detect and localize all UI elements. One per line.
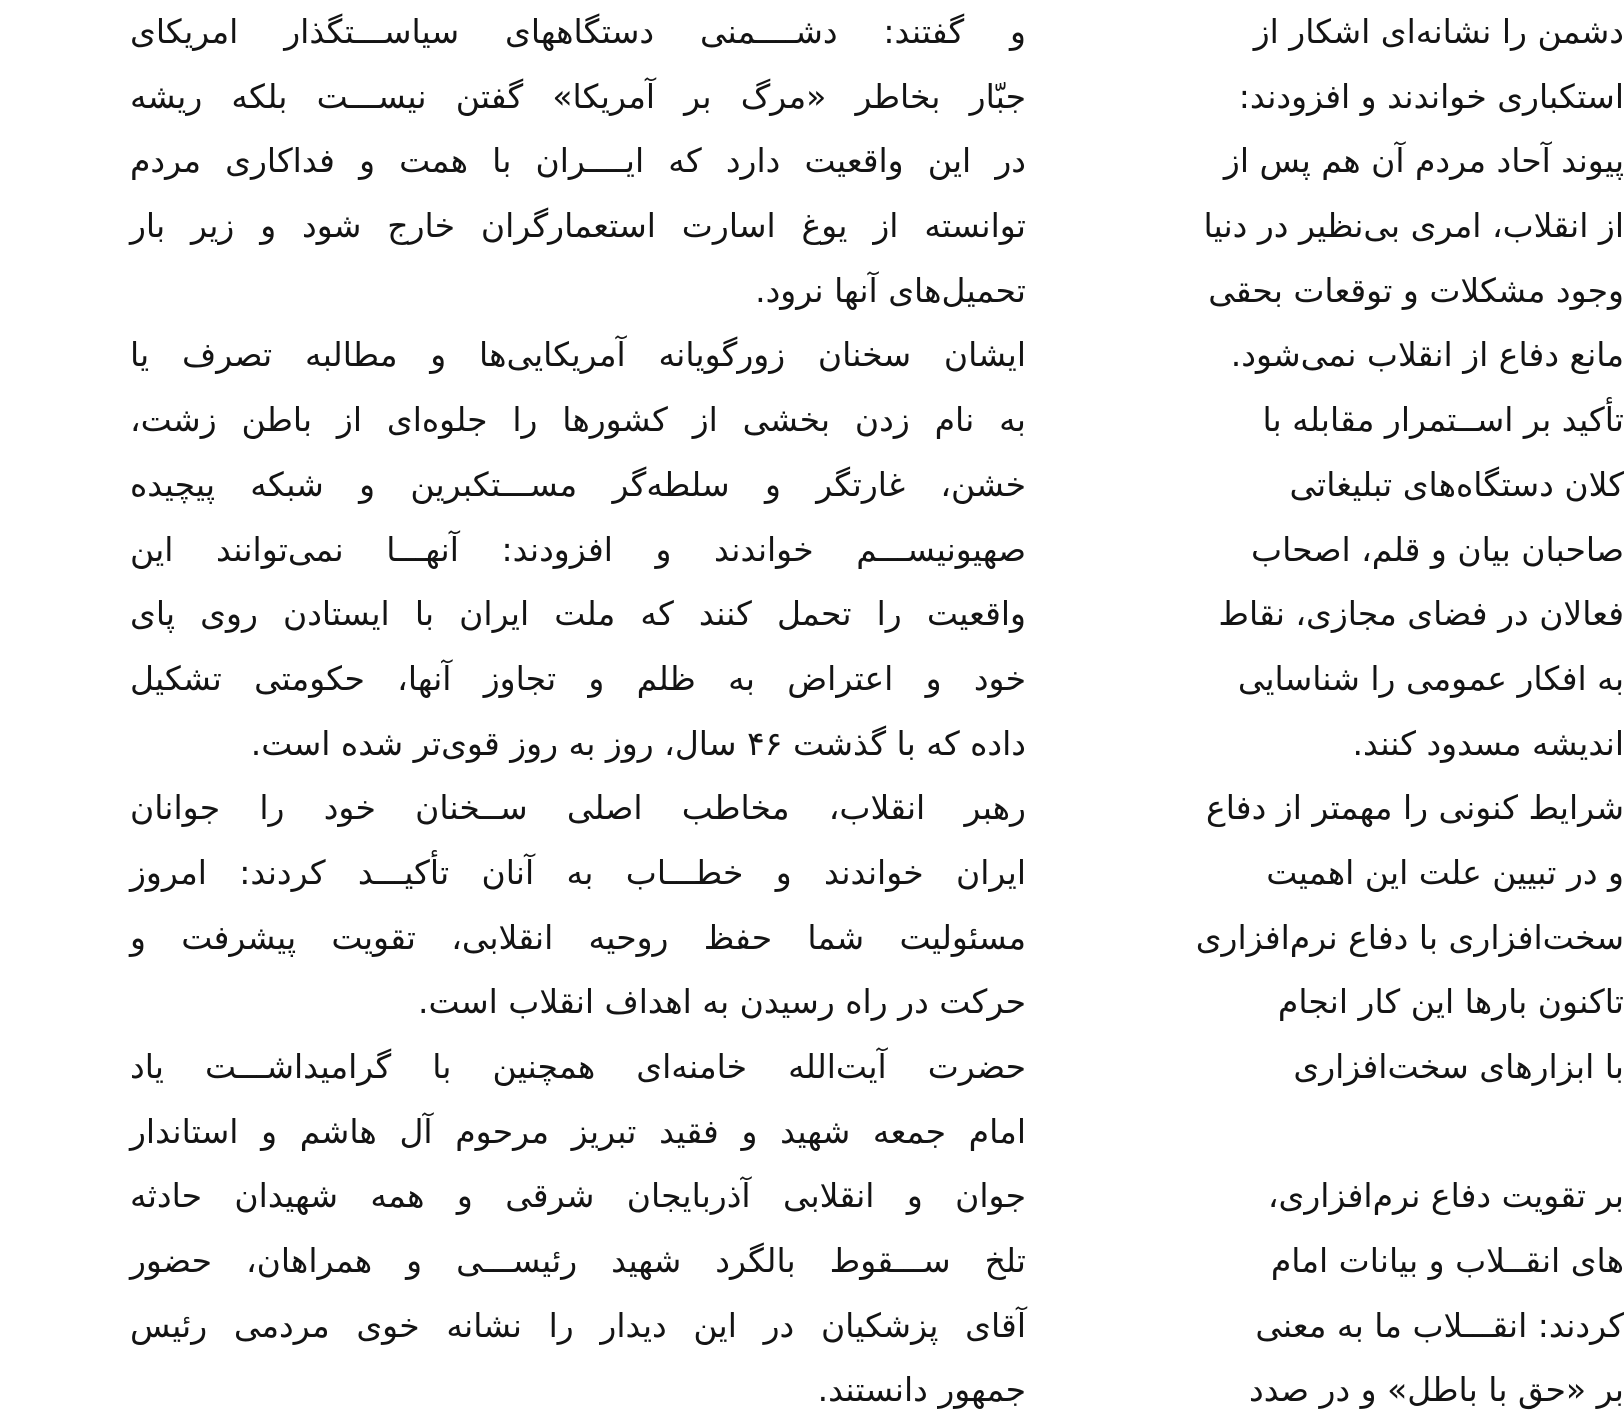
text-line: جمهور دانستند. [817, 1370, 1026, 1410]
text-line: رهبر انقلاب، مخاطب اصلی ســخنان خود را جوانان [130, 788, 1026, 828]
column-gap [1104, 1100, 1624, 1165]
text-line: دشمن را نشانه‌ای اشکار از [1253, 12, 1624, 51]
text-line: آقای پزشکیان در این دیدار را نشانه خوی مردمی رئیس [130, 1305, 1026, 1345]
text-line: از انقلاب، امری بی‌نظیر در دنیا [1203, 206, 1624, 246]
paragraph-2 [130, 323, 1026, 776]
text-line: به افکار عمومی را شناسایی [1237, 658, 1624, 698]
left-column-text [130, 0, 1026, 1423]
text-line: تأکید بر اســتمرار مقابله با [1262, 400, 1624, 440]
text-line: توانسته از یوغ اسارت استعمارگران خارج شود و زیر بار [130, 206, 1026, 246]
text-line: فعالان در فضای مجازی، نقاط [1218, 594, 1624, 634]
text-line: و در تبیین علت این اهمیت [1266, 852, 1624, 892]
text-line: امام جمعه شهید و فقید تبریز مرحوم آل هاشم و استاندار [130, 1111, 1026, 1151]
text-line: تلخ ســـقوط بالگرد شهید رئیســـی و همراهان، حضور [130, 1241, 1026, 1281]
text-line: بر «حق با باطل» و در صدد [1249, 1370, 1624, 1410]
text-line: واقعیت را تحمل کنند که ملت ایران با ایستادن روی پای [130, 594, 1026, 634]
text-line: بر تقویت دفاع نرم‌افزاری، [1267, 1176, 1624, 1216]
text-line: ایران خواندند و خطـــاب به آنان تأکیـــد کردند: امروز [130, 852, 1026, 892]
text-line: کردند: انقـــلاب ما به معنی [1255, 1305, 1624, 1345]
text-line: و گفتند: دشــــمنی دستگاههای سیاســـتگذار امریکای [130, 12, 1026, 51]
text-line: های انقــلاب و بیانات امام [1270, 1241, 1624, 1281]
text-line: کلان دستگاه‌های تبلیغاتی [1289, 464, 1624, 504]
text-line: به نام زدن بخشی از کشورها را جلوه‌ای از باطن زشت، [130, 400, 1026, 440]
text-line: در این واقعیت دارد که ایــــران با همت و فداکاری مردم [130, 141, 1026, 181]
text-line: شرایط کنونی را مهمتر از دفاع [1206, 788, 1624, 828]
text-line: داده که با گذشت ۴۶ سال، روز به روز قوی‌تر شده است. [250, 723, 1026, 763]
text-line: تاکنون بارها این کار انجام [1277, 982, 1624, 1022]
paragraph-3 [130, 776, 1026, 1035]
text-line: ایشان سخنان زورگویانه آمریکایی‌ها و مطالبه تصرف یا [130, 335, 1026, 375]
text-line: مانع دفاع از انقلاب نمی‌شود. [1230, 335, 1624, 375]
text-line: صهیونیســـم خواندند و افزودند: آنهـــا نمی‌توانند این [130, 529, 1026, 569]
right-column-text [1104, 0, 1624, 1423]
text-line: تحمیل‌های آنها نرود. [755, 270, 1026, 310]
text-line: خود و اعتراض به ظلم و تجاوز آنها، حکومتی تشکیل [130, 658, 1026, 698]
text-line: وجود مشکلات و توقعات بحقی [1208, 270, 1624, 310]
text-line: جبّار بخاطر «مرگ بر آمریکا» گفتن نیســـت بلکه ریشه [130, 76, 1026, 116]
text-line: پیوند آحاد مردم آن هم پس از [1223, 141, 1624, 181]
paragraph-4 [130, 1035, 1026, 1423]
text-line: حرکت در راه رسیدن به اهداف انقلاب است. [418, 982, 1026, 1022]
paragraph-1 [130, 0, 1026, 323]
text-line: اندیشه مسدود کنند. [1352, 723, 1624, 763]
text-line: جوان و انقلابی آذربایجان شرقی و همه شهیدان حادثه [130, 1176, 1026, 1216]
text-line: مسئولیت شما حفظ روحیه انقلابی، تقویت پیشرفت و [130, 917, 1026, 957]
text-line: حضرت آیت‌الله خامنه‌ای همچنین با گرامیداشـــت یاد [130, 1047, 1026, 1086]
text-line: خشن، غارتگر و سلطه‌گر مســـتکبرین و شبکه پیچیده [130, 464, 1026, 504]
text-line: استکباری خواندند و افزودند: [1238, 76, 1624, 116]
text-line: با ابزارهای سخت‌افزاری [1293, 1047, 1624, 1086]
text-line: صاحبان بیان و قلم، اصحاب [1251, 529, 1624, 569]
text-line: سخت‌افزاری با دفاع نرم‌افزاری [1195, 917, 1624, 957]
